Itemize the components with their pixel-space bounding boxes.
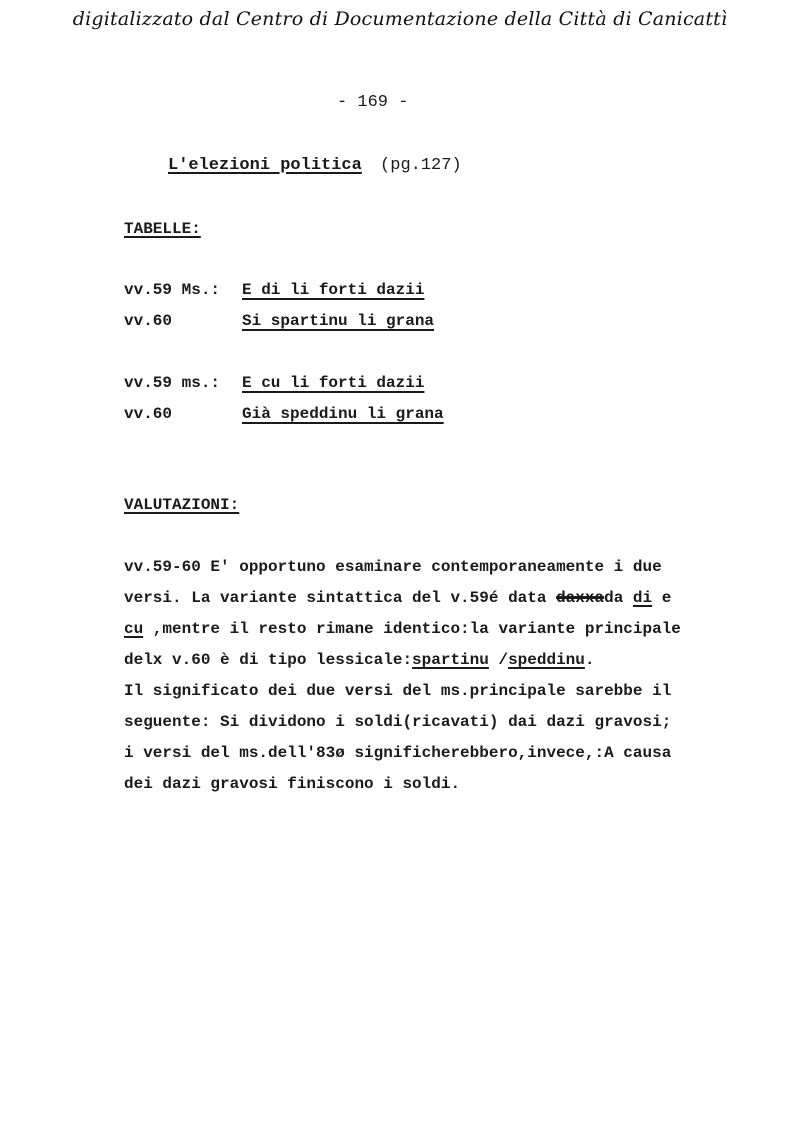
- underlined-word: cu: [124, 620, 144, 638]
- text-run: /: [488, 651, 509, 669]
- page-title: [168, 156, 462, 175]
- underlined-word: di: [632, 589, 653, 607]
- paragraph-line: [124, 614, 774, 645]
- title-main: L'elezioni politica: [168, 156, 362, 175]
- paragraph-line: seguente: Si dividono i soldi(ricavati) dai dazi gravosi;: [124, 713, 672, 731]
- paragraph-line: [124, 645, 774, 676]
- verse-row: [124, 374, 424, 392]
- text-run: delx v.60 è di tipo lessicale:: [124, 651, 413, 669]
- tabelle-heading: TABELLE:: [124, 220, 201, 238]
- underlined-word: speddinu: [508, 651, 585, 669]
- verse-row: [124, 312, 434, 330]
- page-number: - 169 -: [337, 93, 409, 112]
- paragraph-line: vv.59-60 E' opportuno esaminare contemporaneamente i due: [124, 558, 662, 576]
- digitization-watermark: digitalizzato dal Centro di Documentazione della Città di Canicattì: [72, 8, 728, 30]
- paragraph-line: i versi del ms.dell'83ø significherebbero,invece,:A causa: [124, 744, 672, 762]
- paragraph-line: dei dazi gravosi finiscono i soldi.: [124, 775, 461, 793]
- verse-reference: vv.59 ms.:: [124, 374, 221, 392]
- verse-reference: vv.60: [124, 312, 173, 330]
- text-run: .: [584, 651, 595, 669]
- verse-reference: vv.60: [124, 405, 173, 423]
- text-run: versi. La variante sintattica del v.59é data: [124, 589, 557, 607]
- paragraph-line: Il significato dei due versi del ms.principale sarebbe il: [124, 682, 672, 700]
- valutazioni-heading: VALUTAZIONI:: [124, 496, 240, 514]
- text-run: da: [604, 589, 633, 607]
- underlined-word: spartinu: [412, 651, 489, 669]
- verse-text: E di li forti dazii: [242, 281, 425, 299]
- text-run: e: [652, 589, 672, 607]
- verse-text: Già speddinu li grana: [242, 405, 444, 423]
- verse-text: E cu li forti dazii: [242, 374, 425, 392]
- text-run: ,mentre il resto rimane identico:la variante principale: [143, 620, 681, 638]
- paragraph-line: [124, 583, 774, 614]
- verse-row: [124, 405, 444, 423]
- struck-text: daxxa: [556, 589, 605, 607]
- verse-text: Si spartinu li grana: [242, 312, 435, 330]
- title-page-reference: (pg.127): [380, 156, 462, 175]
- valutazioni-paragraph: [124, 552, 774, 800]
- verse-reference: vv.59 Ms.:: [124, 281, 221, 299]
- verse-row: [124, 281, 424, 299]
